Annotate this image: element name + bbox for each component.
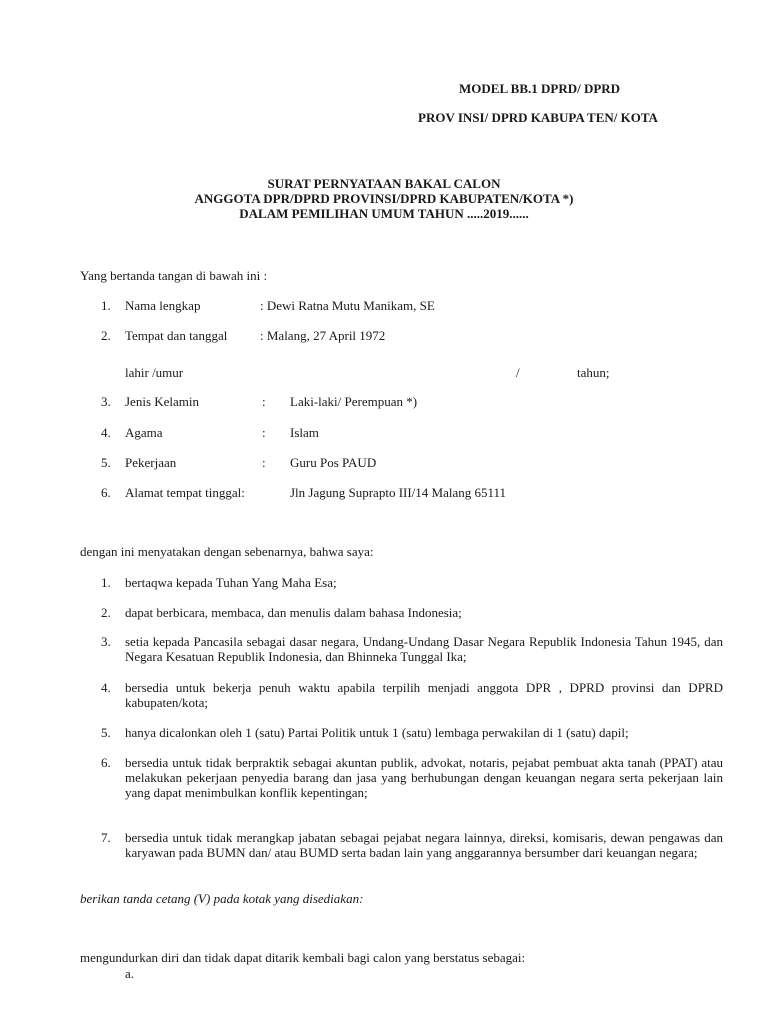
title-line-1: SURAT PERNYATAAN BAKAL CALON — [267, 176, 501, 191]
identity-label: Tempat dan tanggal — [125, 328, 228, 343]
statement-text: dapat berbicara, membaca, dan menulis dalam bahasa Indonesia; — [125, 605, 462, 620]
identity-label: Pekerjaan — [125, 455, 177, 470]
identity-sep: : — [262, 455, 266, 470]
identity-num: 5. — [101, 455, 111, 470]
title-line-2: ANGGOTA DPR/DPRD PROVINSI/DPRD KABUPATEN/KOTA *) — [194, 191, 574, 206]
statement-text: bersedia untuk tidak merangkap jabatan sebagai pejabat negara lainnya, direksi, komisaris, dewan pengawas dan karyawan pada BUMN dan/ atau BUMD serta badan lain yang anggarannya bersumber dari keuangan negara; — [125, 830, 723, 860]
checkbox-instruction: berikan tanda cetang (V) pada kotak yang disediakan: — [80, 891, 364, 906]
identity-sep: : — [262, 425, 266, 440]
statement-text: bersedia untuk tidak berpraktik sebagai akuntan publik, advokat, notaris, pejabat pembuat akta tanah (PPAT) atau melakukan pekerjaan penyedia barang dan jasa yang berhubungan dengan keuangan negara serta pekerjaan lain yang dapat menimbulkan konflik kepentingan; — [125, 755, 723, 800]
title-line-3: DALAM PEMILIHAN UMUM TAHUN .....2019...... — [239, 206, 529, 221]
birth-label: lahir /umur — [125, 365, 184, 380]
identity-label: Jenis Kelamin — [125, 394, 200, 409]
form-model-code: MODEL BB.1 DPRD/ DPRD — [459, 81, 621, 96]
identity-num: 1. — [101, 298, 111, 313]
identity-label: Nama lengkap — [125, 298, 201, 313]
statement-num: 6. — [101, 755, 111, 770]
birth-slash: / — [516, 365, 520, 380]
identity-value: : Dewi Ratna Mutu Manikam, SE — [260, 298, 435, 313]
identity-num: 4. — [101, 425, 111, 440]
statement-num: 5. — [101, 725, 111, 740]
identity-sep: : — [262, 394, 266, 409]
statement-text: setia kepada Pancasila sebagai dasar negara, Undang-Undang Dasar Negara Republik Indonesia Tahun 1945, dan Negara Kesatuan Republik Indonesia, dan Bhinneka Tunggal Ika; — [125, 634, 723, 664]
identity-value: Guru Pos PAUD — [290, 455, 377, 470]
statement-text: bertaqwa kepada Tuhan Yang Maha Esa; — [125, 575, 337, 590]
identity-value: Islam — [290, 425, 319, 440]
statement-text: bersedia untuk bekerja penuh waktu apabila terpilih menjadi anggota DPR , DPRD provinsi dan DPRD kabupaten/kota; — [125, 680, 723, 710]
statement-num: 7. — [101, 830, 111, 845]
identity-label: Alamat tempat tinggal: — [125, 485, 245, 500]
sub-item-a: a. — [125, 966, 135, 981]
birth-unit: tahun; — [577, 365, 610, 380]
identity-value: Laki-laki/ Perempuan *) — [290, 394, 418, 409]
identity-value: : Malang, 27 April 1972 — [260, 328, 386, 343]
identity-num: 3. — [101, 394, 111, 409]
statement-text: hanya dicalonkan oleh 1 (satu) Partai Politik untuk 1 (satu) lembaga perwakilan di 1 (satu) dapil; — [125, 725, 629, 740]
identity-label: Agama — [125, 425, 163, 440]
identity-value: Jln Jagung Suprapto III/14 Malang 65111 — [290, 485, 507, 500]
form-scope: PROV INSI/ DPRD KABUPA TEN/ KOTA — [418, 110, 658, 125]
statement-num: 3. — [101, 634, 111, 649]
resign-text: mengundurkan diri dan tidak dapat ditarik kembali bagi calon yang berstatus sebagai: — [80, 950, 526, 965]
statement-num: 1. — [101, 575, 111, 590]
identity-num: 2. — [101, 328, 111, 343]
intro-text: Yang bertanda tangan di bawah ini : — [80, 268, 268, 283]
statement-num: 4. — [101, 680, 111, 695]
statement-intro: dengan ini menyatakan dengan sebenarnya, bahwa saya: — [80, 544, 374, 559]
statement-num: 2. — [101, 605, 111, 620]
identity-num: 6. — [101, 485, 111, 500]
